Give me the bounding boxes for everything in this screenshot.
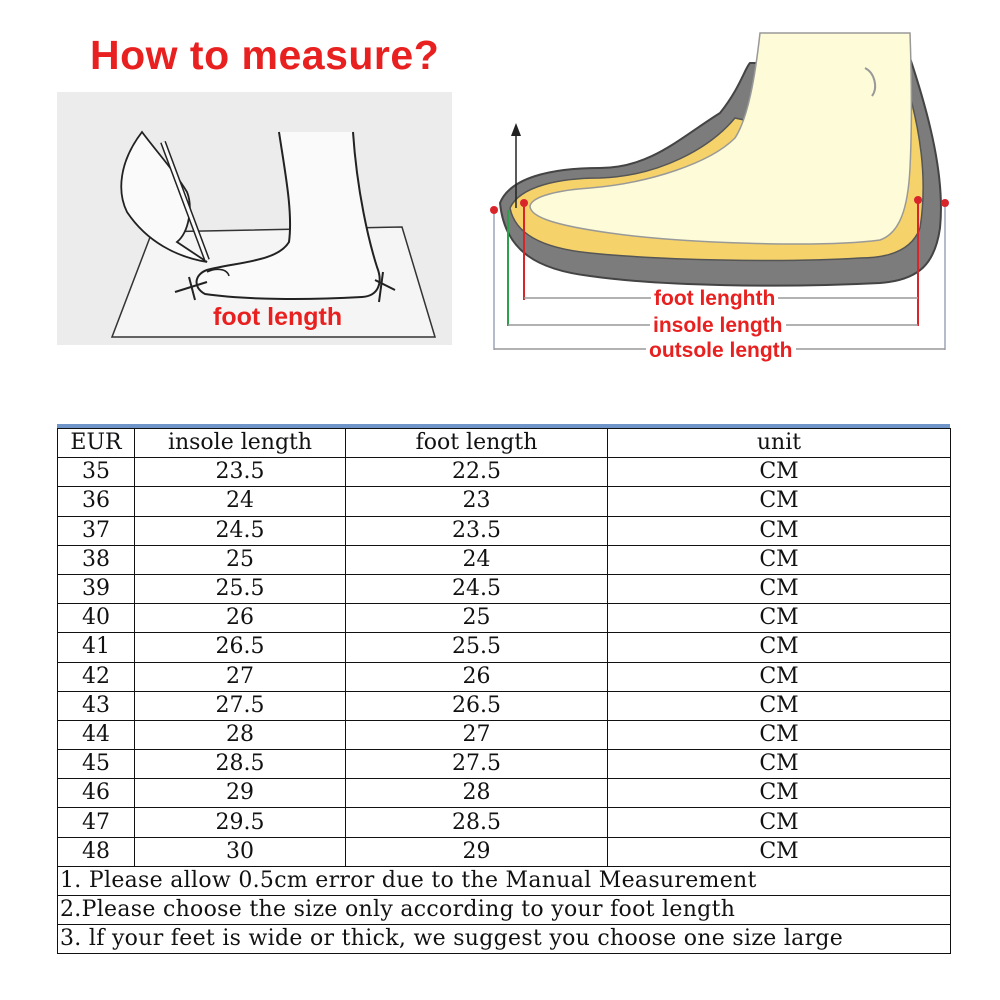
note-text: 3. lf your feet is wide or thick, we suggest you choose one size large (58, 925, 951, 954)
foot-length-cell: 24.5 (346, 574, 608, 603)
insole-length-dimension-label: insole length (650, 314, 786, 338)
insole-length-cell: 29.5 (135, 808, 346, 837)
insole-length-cell: 28.5 (135, 750, 346, 779)
note-row (58, 866, 951, 895)
note-row (58, 896, 951, 925)
eur-cell: 46 (58, 779, 135, 808)
unit-cell: CM (608, 516, 951, 545)
table-header-row (58, 429, 951, 458)
header-eur: EUR (58, 429, 135, 458)
table-row (58, 808, 951, 837)
note-text: 2.Please choose the size only according to your foot length (58, 896, 951, 925)
eur-cell: 45 (58, 750, 135, 779)
foot-length-cell: 24 (346, 545, 608, 574)
unit-cell: CM (608, 487, 951, 516)
size-chart (57, 424, 950, 954)
unit-cell: CM (608, 458, 951, 487)
unit-cell: CM (608, 720, 951, 749)
eur-cell: 44 (58, 720, 135, 749)
table-row (58, 458, 951, 487)
eur-cell: 39 (58, 574, 135, 603)
unit-cell: CM (608, 691, 951, 720)
table-row (58, 574, 951, 603)
note-row (58, 925, 951, 954)
outsole-length-dimension-label: outsole length (646, 339, 796, 363)
table-row (58, 662, 951, 691)
eur-cell: 38 (58, 545, 135, 574)
header-foot-length: foot length (346, 429, 608, 458)
header-unit: unit (608, 429, 951, 458)
eur-cell: 35 (58, 458, 135, 487)
insole-length-cell: 27.5 (135, 691, 346, 720)
foot-length-cell: 28.5 (346, 808, 608, 837)
foot-length-cell: 27.5 (346, 750, 608, 779)
foot-length-cell: 28 (346, 779, 608, 808)
unit-cell: CM (608, 779, 951, 808)
eur-cell: 43 (58, 691, 135, 720)
insole-length-cell: 27 (135, 662, 346, 691)
eur-cell: 41 (58, 633, 135, 662)
table-row (58, 604, 951, 633)
table-row (58, 837, 951, 866)
table-row (58, 545, 951, 574)
insole-length-cell: 30 (135, 837, 346, 866)
table-row (58, 487, 951, 516)
insole-length-cell: 25.5 (135, 574, 346, 603)
table-row (58, 720, 951, 749)
insole-length-cell: 26 (135, 604, 346, 633)
foot-length-cell: 22.5 (346, 458, 608, 487)
unit-cell: CM (608, 545, 951, 574)
unit-cell: CM (608, 808, 951, 837)
eur-cell: 42 (58, 662, 135, 691)
table-row (58, 750, 951, 779)
foot-length-cell: 29 (346, 837, 608, 866)
foot-length-cell: 25.5 (346, 633, 608, 662)
foot-length-cell: 27 (346, 720, 608, 749)
insole-length-cell: 29 (135, 779, 346, 808)
unit-cell: CM (608, 574, 951, 603)
header-insole-length: insole length (135, 429, 346, 458)
unit-cell: CM (608, 837, 951, 866)
insole-length-cell: 25 (135, 545, 346, 574)
unit-cell: CM (608, 750, 951, 779)
foot-length-cell: 26.5 (346, 691, 608, 720)
foot-length-dimension-label: foot lenghth (651, 287, 778, 311)
insole-length-cell: 23.5 (135, 458, 346, 487)
foot-length-cell: 26 (346, 662, 608, 691)
foot-length-cell: 25 (346, 604, 608, 633)
unit-cell: CM (608, 604, 951, 633)
eur-cell: 36 (58, 487, 135, 516)
insole-length-cell: 24.5 (135, 516, 346, 545)
insole-length-cell: 26.5 (135, 633, 346, 662)
note-text: 1. Please allow 0.5cm error due to the Manual Measurement (58, 866, 951, 895)
eur-cell: 48 (58, 837, 135, 866)
foot-length-cell: 23.5 (346, 516, 608, 545)
insole-length-cell: 28 (135, 720, 346, 749)
insole-length-cell: 24 (135, 487, 346, 516)
eur-cell: 40 (58, 604, 135, 633)
table-row (58, 633, 951, 662)
table-row (58, 779, 951, 808)
size-table (57, 428, 951, 954)
foot-length-cell: 23 (346, 487, 608, 516)
eur-cell: 37 (58, 516, 135, 545)
unit-cell: CM (608, 633, 951, 662)
table-row (58, 691, 951, 720)
foot-length-label: foot length (213, 303, 343, 331)
eur-cell: 47 (58, 808, 135, 837)
unit-cell: CM (608, 662, 951, 691)
table-row (58, 516, 951, 545)
page-title: How to measure? (90, 32, 440, 78)
